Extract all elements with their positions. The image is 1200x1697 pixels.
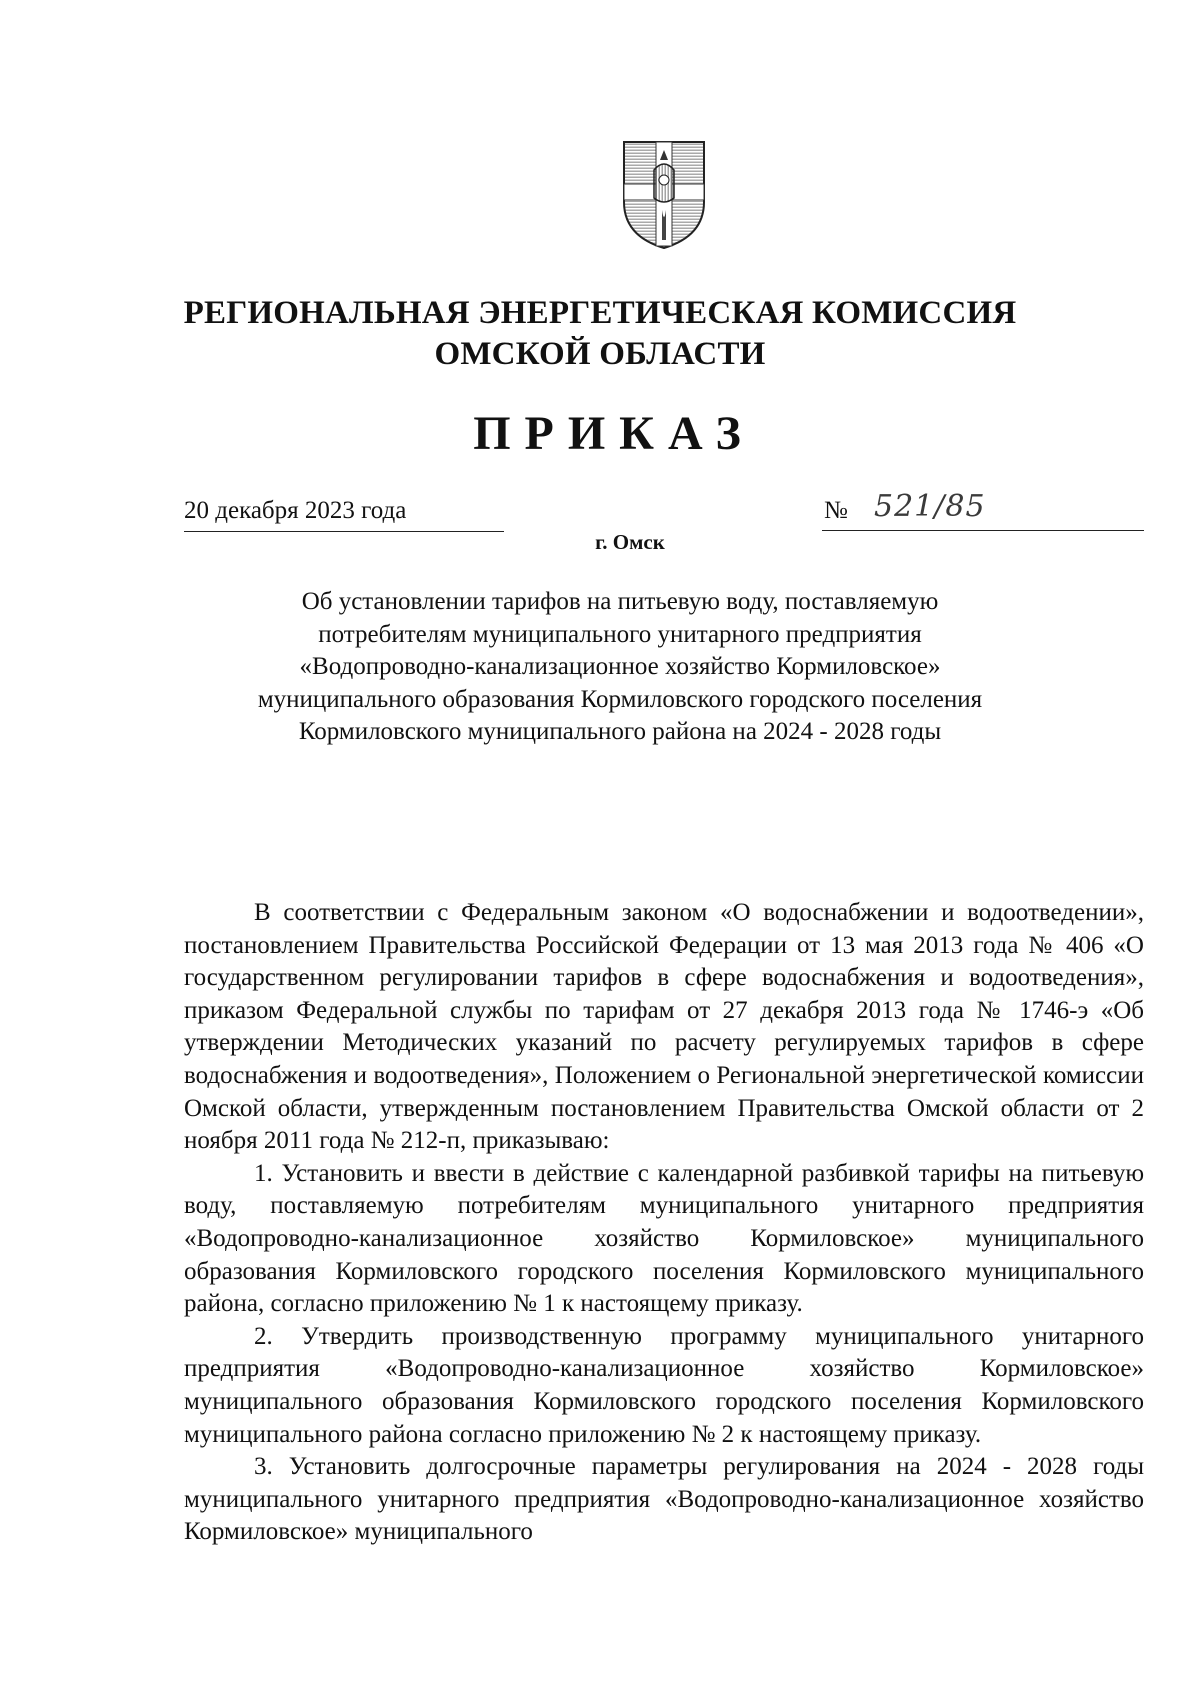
title-line: Кормиловского муниципального района на 2024 - 2028 годы [298, 718, 942, 745]
title-line: потребителям муниципального унитарного предприятия [318, 620, 922, 648]
organization-name-line1: РЕГИОНАЛЬНАЯ ЭНЕРГЕТИЧЕСКАЯ КОМИССИЯ [183, 295, 1017, 331]
organization-name-line2: ОМСКОЙ ОБЛАСТИ [434, 336, 766, 372]
title-line: «Водопроводно-канализационное хозяйство Кормиловское» [299, 653, 941, 680]
item-3-paragraph: 3. Установить долгосрочные параметры регулирования на 2024 - 2028 годы муниципального унитарного предприятия «Водопроводно-канализационное хозяйство Кормиловское» муниципального [184, 1453, 1144, 1546]
preamble-paragraph: В соответствии с Федеральным законом «О водоснабжении и водоотведении», постановлением Правительства Российской Федерации от 13 мая 2013 года № 406 «О государственном регулировании тарифов в сфере водоснабжения и водоотведения», приказом Федеральной службы по тарифам от 27 декабря 2013 года № 1746-э «Об утверждении Методических указаний по расчету регулируемых тарифов в сфере водоснабжения и водоотведения», Положением о Региональной энергетической комиссии Омской области, утвержденным постановлением Правительства Омской области от 2 ноября 2011 года № 212-п, приказываю: [184, 899, 1144, 1155]
city-name: г. Омск [595, 530, 665, 554]
coat-of-arms-icon [622, 140, 706, 250]
order-number-field [822, 489, 1144, 531]
order-title [220, 586, 1020, 749]
order-date: 20 декабря 2023 года [184, 498, 504, 532]
title-line: муниципального образования Кормиловского городского поселения [257, 685, 983, 713]
number-sign: № [824, 497, 848, 524]
document-type-heading: ПРИКАЗ [473, 407, 755, 460]
order-number-handwritten: 521/85 [874, 489, 986, 524]
order-body [184, 897, 1144, 1549]
item-1-paragraph: 1. Установить и ввести в действие с календарной разбивкой тарифы на питьевую воду, поставляемую потребителям муниципального унитарного предприятия «Водопроводно-канализационное хозяйство Кормиловское» муниципального образования Кормиловского городского поселения Кормиловского муниципального района, согласно приложению № 1 к настоящему приказу. [184, 1159, 1144, 1318]
title-line: Об установлении тарифов на питьевую воду, поставляемую [301, 588, 939, 615]
item-2-paragraph: 2. Утвердить производственную программу муниципального унитарного предприятия «Водопроводно-канализационное хозяйство Кормиловское» муниципального образования Кормиловского городского поселения Кормиловского муниципального района согласно приложению № 2 к настоящему приказу. [184, 1322, 1144, 1448]
